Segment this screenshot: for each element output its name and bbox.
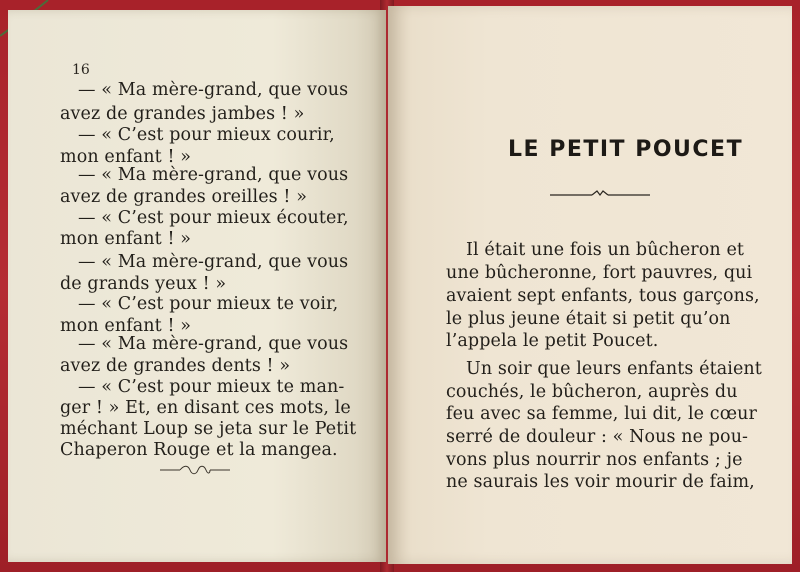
text-line: avez de grandes oreilles ! » — [60, 187, 308, 207]
text-line: — « C’est pour mieux courir, — [78, 125, 335, 145]
text-line: ger ! » Et, en disant ces mots, le — [60, 398, 351, 418]
text-line: une bûcheronne, fort pauvres, qui — [446, 263, 753, 283]
text-line: feu avec sa femme, lui dit, le cœur — [446, 404, 757, 424]
text-line: — « Ma mère-grand, que vous — [78, 80, 349, 100]
chapter-title: LE PETIT POUCET — [508, 137, 744, 162]
text-line: l’appela le petit Poucet. — [446, 331, 659, 351]
text-line: — « Ma mère-grand, que vous — [78, 252, 349, 272]
text-line: — « Ma mère-grand, que vous — [78, 334, 349, 354]
text-line: avez de grandes dents ! » — [60, 356, 291, 376]
text-line: méchant Loup se jeta sur le Petit — [60, 419, 357, 439]
text-line: Un soir que leurs enfants étaient — [466, 359, 762, 379]
text-line: avaient sept enfants, tous garçons, — [446, 286, 760, 306]
text-line: de grands yeux ! » — [60, 274, 227, 294]
text-line: le plus jeune était si petit qu’on — [446, 309, 731, 329]
text-line: Chaperon Rouge et la mangea. — [60, 440, 338, 460]
text-line: ne saurais les voir mourir de faim, — [446, 472, 755, 492]
text-line: serré de douleur : « Nous ne pou- — [446, 427, 749, 447]
page-number: 16 — [72, 62, 90, 78]
flourish-ornament — [160, 463, 230, 477]
text-line: Il était une fois un bûcheron et — [466, 240, 745, 260]
title-rule-ornament — [550, 188, 650, 200]
text-line: — « C’est pour mieux écouter, — [78, 208, 349, 228]
text-line: — « C’est pour mieux te voir, — [78, 294, 339, 314]
text-line: — « C’est pour mieux te man- — [78, 377, 345, 397]
text-line: mon enfant ! » — [60, 147, 192, 167]
text-line: — « Ma mère-grand, que vous — [78, 165, 349, 185]
text-line: vons plus nourrir nos enfants ; je — [446, 450, 743, 470]
text-line: avez de grandes jambes ! » — [60, 104, 305, 124]
text-line: mon enfant ! » — [60, 229, 192, 249]
text-line: mon enfant ! » — [60, 316, 192, 336]
text-line: couchés, le bûcheron, auprès du — [446, 382, 738, 402]
